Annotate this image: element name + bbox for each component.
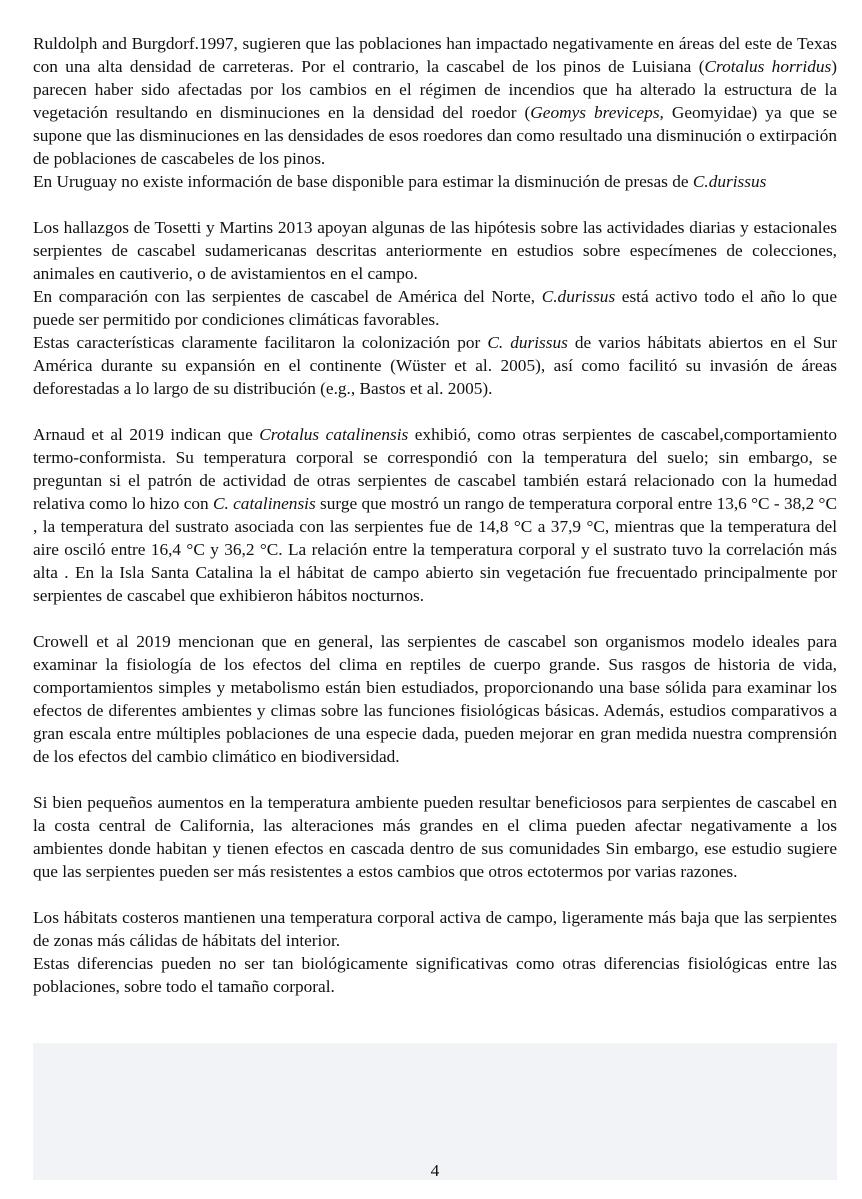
paragraph-8: Si bien pequeños aumentos en la temperatura ambiente pueden resultar beneficiosos para serpientes de cascabel en la costa central de California, las alteraciones más grandes en el clima pueden afectar negativamente a los ambientes donde habitan y tienen efectos en cascada dentro de sus comunidades Sin embargo, ese estudio sugiere que las serpientes pueden ser más resistentes a estos cambios que otros ectotermos por varias razones. [33, 793, 837, 881]
paragraph-5: Estas características claramente facilitaron la colonización por C. durissus de varios hábitats abiertos en el Sur América durante su expansión en el continente (Wüster et al. 2005), así como facilitó su invasión de áreas deforestadas a lo largo de su distribución (e.g., Bastos et al. 2005). [33, 333, 838, 398]
paragraph-1: Ruldolph and Burgdorf.1997, sugieren que las poblaciones han impactado negativamente en áreas del este de Texas con una alta densidad de carreteras. Por el contrario, la cascabel de los pinos de Luisiana (Crotalus horridus) parecen haber sido afectadas por los cambios en el régimen de incendios que ha alterado la estructura de la vegetación resultando en disminuciones en la densidad del roedor (Geomys breviceps, Geomyidae) ya que se supone que las disminuciones en las densidades de esos roedores dan como resultado una disminución o extirpación de poblaciones de cascabeles de los pinos. [33, 34, 837, 168]
paragraph-9: Los hábitats costeros mantienen una temperatura corporal activa de campo, ligeramente más baja que las serpientes de zonas más cálidas de hábitats del interior. [33, 908, 837, 950]
paragraph-10: Estas diferencias pueden no ser tan biológicamente significativas como otras diferencias fisiológicas entre las poblaciones, sobre todo el tamaño corporal. [33, 954, 837, 996]
paragraph-6: Arnaud et al 2019 indican que Crotalus catalinensis exhibió, como otras serpientes de cascabel,comportamiento termo-conformista. Su temperatura corporal se correspondió con la temperatura del suelo; sin embargo, se preguntan si el patrón de actividad de otras serpientes de cascabel también estará relacionado con la humedad relativa como lo hizo con C. catalinensis surge que mostró un rango de temperatura corporal entre 13,6 °C - 38,2 °C , la temperatura del sustrato asociada con las serpientes fue de 14,8 °C a 37,9 °C, mientras que la temperatura del aire osciló entre 16,4 °C y 36,2 °C. La relación entre la temperatura corporal y el sustrato tuvo la correlación más alta . En la Isla Santa Catalina la el hábitat de campo abierto sin vegetación fue frecuentado principalmente por serpientes de cascabel que exhibieron hábitos nocturnos. [33, 425, 838, 605]
paragraph-7: Crowell et al 2019 mencionan que en general, las serpientes de cascabel son organismos modelo ideales para examinar la fisiología de los efectos del clima en reptiles de cuerpo grande. Sus rasgos de historia de vida, comportamientos simples y metabolismo están bien estudiados, proporcionando una base sólida para examinar los efectos de diferentes ambientes y climas sobre las funciones fisiológicas básicas. Además, estudios comparativos a gran escala entre múltiples poblaciones de una especie dada, pueden mejorar en gran medida nuestra comprensión de los efectos del cambio climático en biodiversidad. [33, 632, 837, 766]
document-body [33, 32, 837, 998]
paragraph-2: En Uruguay no existe información de base disponible para estimar la disminución de presas de C.durissus [33, 172, 767, 191]
paragraph-3: Los hallazgos de Tosetti y Martins 2013 apoyan algunas de las hipótesis sobre las actividades diarias y estacionales serpientes de cascabel sudamericanas descritas anteriormente en estudios sobre especímenes de colecciones, animales en cautiverio, o de avistamientos en el campo. [33, 218, 837, 283]
page-number: 4 [430, 1161, 440, 1180]
paragraph-4: En comparación con las serpientes de cascabel de América del Norte, C.durissus está activo todo el año lo que puede ser permitido por condiciones climáticas favorables. [33, 287, 837, 329]
